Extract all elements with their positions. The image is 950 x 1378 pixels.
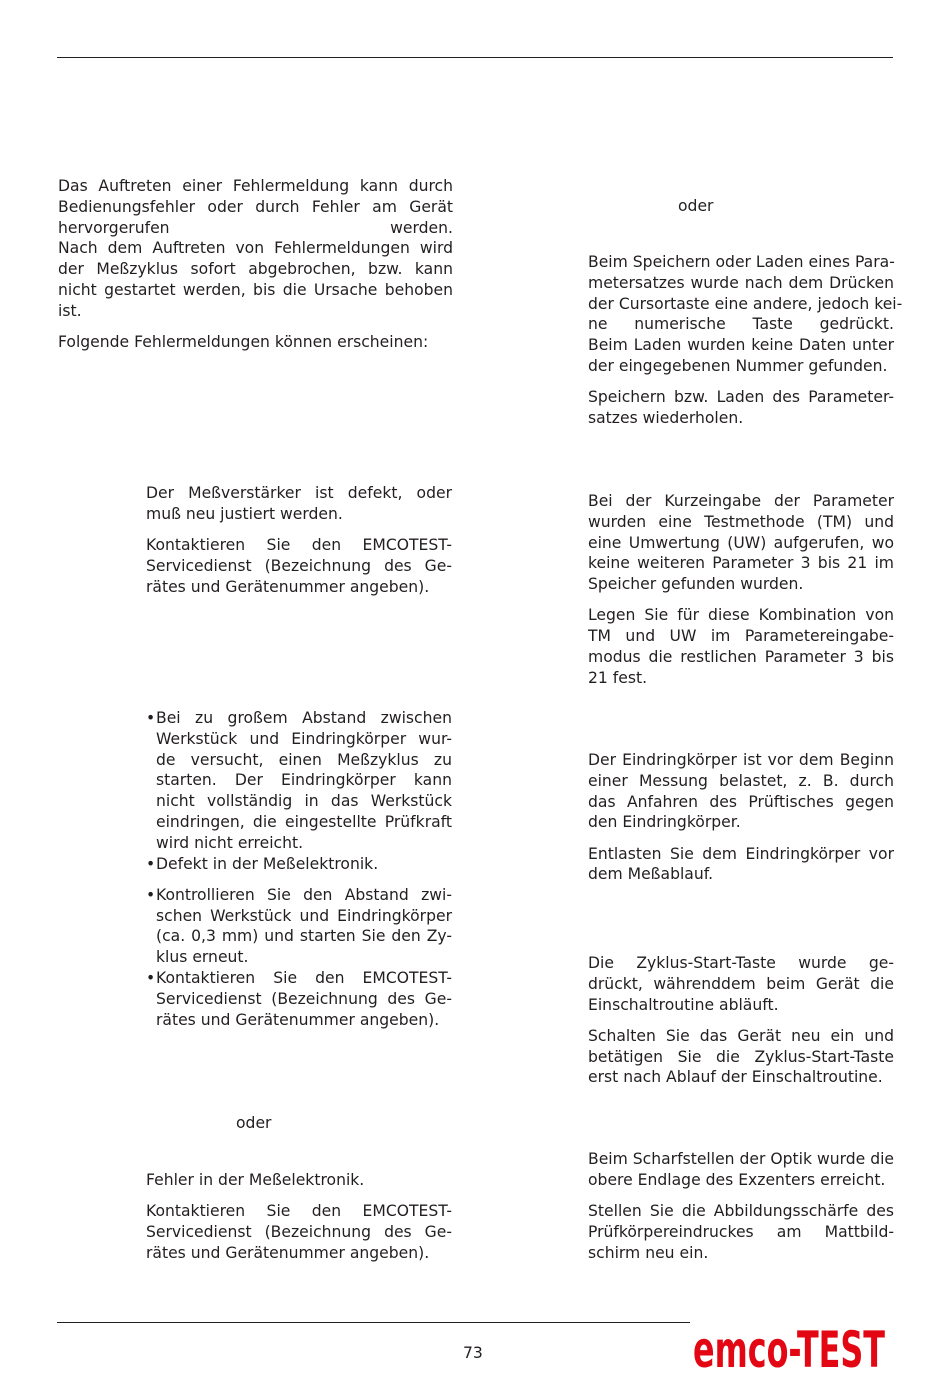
svg-text:emco-TEST: emco-TEST xyxy=(693,1321,885,1373)
text-line: nicht vollständig in das Werkstück xyxy=(156,792,452,811)
text-line: TM und UW im Parametereingabe- xyxy=(588,627,894,646)
text-line: Entlasten Sie dem Eindringkörper vor xyxy=(588,844,894,863)
text-line: Einschaltroutine abläuft. xyxy=(588,995,779,1014)
text-line: Die Zyklus-Start-Taste wurde ge- xyxy=(588,954,894,972)
text-line: Folgende Fehlermeldungen können erscheinen: xyxy=(58,333,429,352)
error-remedy xyxy=(588,844,894,886)
text-line: einer Messung belastet, z. B. durch xyxy=(588,771,894,790)
page-number: 73 xyxy=(463,1344,483,1362)
error-cause xyxy=(146,483,452,525)
text-line: modus die restlichen Parameter 3 bis xyxy=(588,648,894,667)
right-error-1 xyxy=(588,252,903,439)
text-line: hervorgerufen werden. xyxy=(58,218,453,237)
text-line: Servicedienst (Bezeichnung des Ge- xyxy=(146,1223,452,1242)
text-line: obere Endlage des Exzenters erreicht. xyxy=(588,1170,886,1189)
text-line: starten. Der Eindringkörper kann xyxy=(156,771,452,790)
text-line: drückt, währenddem beim Gerät die xyxy=(588,974,894,993)
right-error-4 xyxy=(588,953,894,1099)
text-line: schen Werkstück und Eindringkörper xyxy=(156,906,452,925)
text-line: das Anfahren des Prüftisches gegen xyxy=(588,792,894,811)
header-rule xyxy=(57,57,893,58)
text-line: Der Meßverstärker ist defekt, oder xyxy=(146,484,452,502)
text-line: metersatzes wurde nach dem Drücken xyxy=(588,273,894,292)
text-line: • Defekt in der Meßelektronik. xyxy=(156,854,379,873)
bullet-item xyxy=(146,708,452,854)
left-error-3 xyxy=(146,1170,452,1274)
intro-text xyxy=(58,176,453,363)
text-line: Kontaktieren Sie den EMCOTEST- xyxy=(146,536,452,555)
text-line: rätes und Gerätenummer angeben). xyxy=(146,577,430,596)
footer-rule xyxy=(57,1322,697,1323)
text-line: Prüfkörpereindruckes am Mattbild- xyxy=(588,1222,894,1241)
left-error-2 xyxy=(146,708,452,1041)
right-error-3 xyxy=(588,750,894,896)
bullet-item xyxy=(146,968,452,1030)
text-line: (ca. 0,3 mm) und starten Sie den Zy- xyxy=(156,927,452,946)
error-remedy xyxy=(146,885,452,1031)
text-line: rätes und Gerätenummer angeben). xyxy=(146,1243,430,1262)
bullet-item xyxy=(146,854,452,875)
oder-label: oder xyxy=(236,1114,272,1132)
text-line: • Bei zu großem Abstand zwischen xyxy=(156,709,452,727)
text-line: Das Auftreten einer Fehlermeldung kann durch xyxy=(58,177,453,195)
text-line: eine Umwertung (UW) aufgerufen, wo xyxy=(588,533,894,552)
text-line: Bedienungsfehler oder durch Fehler am Gerät xyxy=(58,197,453,216)
text-line: der Cursortaste eine andere, jedoch kei- xyxy=(588,294,903,313)
text-line: der eingegebenen Nummer gefunden. xyxy=(588,356,888,375)
text-line: betätigen Sie die Zyklus-Start-Taste xyxy=(588,1047,894,1066)
error-remedy xyxy=(588,1026,894,1088)
text-line: Servicedienst (Bezeichnung des Ge- xyxy=(146,556,452,575)
text-line: rätes und Gerätenummer angeben). xyxy=(156,1010,440,1029)
text-line: erst nach Ablauf der Einschaltroutine. xyxy=(588,1068,883,1087)
error-cause xyxy=(588,491,894,595)
bullet-item xyxy=(146,885,452,968)
text-line: Speicher gefunden wurden. xyxy=(588,575,804,594)
error-remedy xyxy=(588,1201,894,1263)
text-line: Beim Speichern oder Laden eines Para- xyxy=(588,253,895,271)
intro-list-lead xyxy=(58,332,453,353)
text-line: eindringen, die eingestellte Prüfkraft xyxy=(156,812,452,831)
text-line: de versucht, einen Meßzyklus zu xyxy=(156,750,452,769)
text-line: Kontaktieren Sie den EMCOTEST- xyxy=(146,1202,452,1221)
right-error-2 xyxy=(588,491,894,699)
intro-paragraph xyxy=(58,176,453,322)
error-remedy xyxy=(146,535,452,597)
text-line: wird nicht erreicht. xyxy=(156,833,304,852)
error-remedy xyxy=(588,387,894,429)
text-line: Beim Laden wurden keine Daten unter xyxy=(588,336,894,355)
oder-label: oder xyxy=(678,197,714,215)
error-cause xyxy=(588,252,903,377)
text-line: ne numerische Taste gedrückt. xyxy=(588,315,894,334)
text-line: Werkstück und Eindringkörper wur- xyxy=(156,729,452,748)
text-line: • Kontrollieren Sie den Abstand zwi- xyxy=(156,885,452,904)
text-line: • Kontaktieren Sie den EMCOTEST- xyxy=(156,969,452,988)
text-line: Schalten Sie das Gerät neu ein und xyxy=(588,1026,894,1045)
left-error-1 xyxy=(146,483,452,608)
text-line: satzes wiederholen. xyxy=(588,409,744,428)
text-line: Bei der Kurzeingabe der Parameter xyxy=(588,492,894,510)
text-line: nicht gestartet werden, bis die Ursache behoben xyxy=(58,280,453,299)
error-cause xyxy=(588,1149,894,1191)
error-cause xyxy=(588,750,894,833)
text-line: Fehler in der Meßelektronik. xyxy=(146,1171,365,1189)
text-line: Legen Sie für diese Kombination von xyxy=(588,606,894,625)
error-remedy xyxy=(146,1201,452,1263)
text-line: Speichern bzw. Laden des Parameter- xyxy=(588,388,894,407)
text-line: Servicedienst (Bezeichnung des Ge- xyxy=(156,989,452,1008)
error-remedy xyxy=(588,605,894,688)
error-cause xyxy=(588,953,894,1015)
text-line: Beim Scharfstellen der Optik wurde die xyxy=(588,1150,895,1168)
emcotest-logo xyxy=(690,1320,888,1373)
text-line: Der Eindringkörper ist vor dem Beginn xyxy=(588,751,894,769)
text-line: den Eindringkörper. xyxy=(588,813,741,832)
text-line: Stellen Sie die Abbildungsschärfe des xyxy=(588,1202,894,1221)
text-line: muß neu justiert werden. xyxy=(146,504,343,523)
right-error-5 xyxy=(588,1149,894,1274)
text-line: dem Meßablauf. xyxy=(588,865,714,884)
text-line: Nach dem Auftreten von Fehlermeldungen wird xyxy=(58,239,453,258)
text-line: klus erneut. xyxy=(156,948,249,967)
text-line: ist. xyxy=(58,301,82,320)
text-line: schirm neu ein. xyxy=(588,1243,709,1262)
error-cause xyxy=(146,1170,452,1191)
text-line: keine weiteren Parameter 3 bis 21 im xyxy=(588,554,894,573)
text-line: der Meßzyklus sofort abgebrochen, bzw. kann xyxy=(58,260,453,279)
error-cause xyxy=(146,708,452,874)
text-line: 21 fest. xyxy=(588,668,648,687)
text-line: wurden eine Testmethode (TM) und xyxy=(588,512,894,531)
